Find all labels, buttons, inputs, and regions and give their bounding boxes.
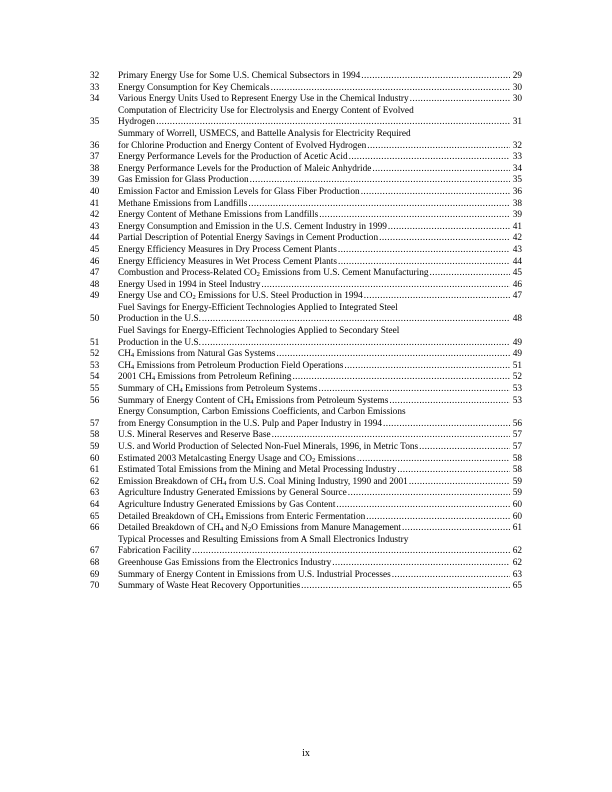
entry-line [118, 361, 522, 373]
entry-title: Estimated Total Emissions from the Mining and Metal Processing Industry [118, 465, 397, 476]
toc-entry [90, 199, 522, 211]
entry-title: Energy Used in 1994 in Steel Industry [118, 279, 261, 290]
toc-entry [90, 71, 522, 83]
table-number: 70 [90, 581, 100, 592]
page-ref: 47 [512, 291, 522, 302]
table-number: 49 [90, 291, 100, 302]
table-number: 60 [90, 453, 100, 464]
dot-leader [361, 71, 510, 83]
page-ref: 36 [512, 186, 522, 197]
table-number: 56 [90, 395, 100, 406]
entry-line [118, 71, 522, 83]
dot-leader [336, 500, 510, 512]
dot-leader [248, 199, 510, 211]
table-number: 46 [90, 256, 100, 267]
dot-leader [156, 117, 510, 129]
entry-body [118, 222, 522, 234]
table-number: 35 [90, 117, 100, 128]
page-ref: 39 [512, 210, 522, 221]
toc-entry [90, 94, 522, 106]
page-ref: 57 [512, 442, 522, 452]
entry-title: Production in the U.S. [118, 337, 201, 348]
page-ref: 60 [512, 499, 522, 510]
dot-leader [202, 314, 510, 326]
table-number: 59 [90, 442, 100, 452]
entry-line [118, 523, 522, 535]
entry-line [118, 430, 522, 442]
toc-entry [90, 326, 522, 349]
list-of-tables [90, 71, 522, 593]
table-number: 55 [90, 384, 100, 395]
dot-leader [409, 477, 510, 489]
entry-title: Energy Consumption, Carbon Emissions Coefficients, and Carbon Emissions [118, 407, 406, 418]
table-number: 36 [90, 140, 100, 151]
toc-entry [90, 175, 522, 187]
table-number: 69 [90, 569, 100, 580]
entry-title: Production in the U.S. [118, 314, 201, 325]
entry-body [118, 581, 522, 593]
page-ref: 51 [512, 360, 522, 371]
entry-line [118, 338, 522, 350]
toc-entry [90, 407, 522, 430]
dot-leader [272, 430, 510, 442]
toc-entry [90, 361, 522, 373]
page-ref: 29 [512, 71, 522, 81]
dot-leader [332, 558, 510, 570]
dot-leader [367, 141, 510, 153]
table-number: 33 [90, 82, 100, 93]
entry-body [118, 500, 522, 512]
toc-entry [90, 581, 522, 593]
page-ref: 45 [512, 268, 522, 279]
entry-line [118, 222, 522, 234]
entry-title: Estimated 2003 Metalcasting Energy Usage and $CO_2$ Emissions [118, 453, 356, 464]
entry-body [118, 372, 522, 384]
entry-body [118, 535, 522, 558]
page-ref: 41 [512, 221, 522, 232]
dot-leader [379, 233, 510, 245]
dot-leader [319, 384, 510, 396]
dot-leader [372, 164, 510, 176]
entry-body [118, 175, 522, 187]
entry-line [118, 465, 522, 477]
entry-title: Summary of Worrell, USMECS, and Battelle Analysis for Electricity Required [118, 128, 411, 139]
entry-body [118, 430, 522, 442]
entry-title: Energy Consumption and Emission in the U.S. Cement Industry in 1999 [118, 221, 387, 232]
entry-title: Agriculture Industry Generated Emissions by Gas Content [118, 499, 336, 510]
entry-title: Fuel Savings for Energy-Efficient Technologies Applied to Secondary Steel [118, 326, 400, 337]
entry-body [118, 152, 522, 164]
entry-body [118, 477, 522, 489]
entry-body [118, 210, 522, 222]
page-ref: 52 [512, 372, 522, 383]
dot-leader [250, 175, 510, 187]
page-ref: 49 [512, 349, 522, 360]
dot-leader [366, 512, 510, 524]
entry-body [118, 326, 522, 349]
entry-body [118, 106, 522, 129]
page-ref: 34 [512, 163, 522, 174]
dot-leader [344, 361, 510, 373]
table-number: 65 [90, 511, 100, 522]
entry-line [118, 581, 522, 593]
page-ref: 62 [512, 557, 522, 568]
entry-line [118, 152, 522, 164]
page-ref: 53 [512, 384, 522, 395]
table-number: 38 [90, 163, 100, 174]
dot-leader [388, 222, 510, 234]
entry-body [118, 384, 522, 396]
entry-line [118, 291, 522, 303]
table-number: 61 [90, 465, 100, 476]
toc-entry [90, 465, 522, 477]
toc-entry [90, 245, 522, 257]
entry-title: Primary Energy Use for Some U.S. Chemical Subsectors in 1994 [118, 71, 361, 81]
entry-line [118, 106, 522, 118]
table-number: 40 [90, 186, 100, 197]
entry-body [118, 407, 522, 430]
entry-line [118, 199, 522, 211]
entry-body [118, 71, 522, 83]
toc-entry [90, 187, 522, 199]
entry-title: Hydrogen [118, 117, 156, 128]
dot-leader [419, 442, 510, 454]
toc-entry [90, 454, 522, 466]
page-ref: 57 [512, 430, 522, 441]
table-number: 66 [90, 523, 100, 534]
entry-body [118, 233, 522, 245]
dot-leader [271, 83, 510, 95]
table-number: 48 [90, 279, 100, 290]
table-number: 44 [90, 233, 100, 244]
toc-entry [90, 129, 522, 152]
entry-title: Gas Emission for Glass Production [118, 175, 249, 186]
page-ref: 60 [512, 511, 522, 522]
toc-entry [90, 83, 522, 95]
page-ref: 33 [512, 152, 522, 163]
entry-body [118, 488, 522, 500]
page-ref: 53 [512, 395, 522, 406]
dot-leader [349, 152, 510, 164]
entry-title: Energy Efficiency Measures in Dry Process Cement Plants [118, 244, 337, 255]
entry-body [118, 523, 522, 535]
dot-leader [361, 187, 510, 199]
entry-title: Energy Consumption for Key Chemicals [118, 82, 270, 93]
dot-leader [192, 546, 510, 558]
toc-entry [90, 210, 522, 222]
entry-line [118, 210, 522, 222]
page-ref: 58 [512, 465, 522, 476]
table-number: 67 [90, 546, 100, 557]
entry-body [118, 268, 522, 280]
table-number: 43 [90, 221, 100, 232]
entry-title: Summary of Waste Heat Recovery Opportunities [118, 581, 301, 592]
dot-leader [276, 349, 510, 361]
toc-entry [90, 268, 522, 280]
page-ref: 42 [512, 233, 522, 244]
entry-title: for Chlorine Production and Energy Content of Evolved Hydrogen [118, 140, 367, 151]
entry-line [118, 349, 522, 361]
page-ref: 31 [512, 117, 522, 128]
entry-body [118, 257, 522, 269]
entry-title: Computation of Electricity Use for Electrolysis and Energy Content of Evolved [118, 105, 414, 116]
entry-body [118, 465, 522, 477]
entry-line [118, 175, 522, 187]
entry-line [118, 326, 522, 338]
table-number: 58 [90, 430, 100, 441]
page-ref: 59 [512, 476, 522, 487]
dot-leader [338, 257, 510, 269]
dot-leader [364, 291, 510, 303]
entry-title: from Energy Consumption in the U.S. Pulp and Paper Industry in 1994 [118, 418, 382, 429]
table-number: 41 [90, 198, 100, 209]
entry-body [118, 349, 522, 361]
page-ref: 46 [512, 279, 522, 290]
entry-line [118, 83, 522, 95]
table-number: 57 [90, 418, 100, 429]
toc-entry [90, 512, 522, 524]
dot-leader [292, 372, 510, 384]
toc-entry [90, 106, 522, 129]
dot-leader [430, 268, 510, 280]
toc-entry [90, 372, 522, 384]
entry-body [118, 199, 522, 211]
entry-line [118, 546, 522, 558]
entry-line [118, 558, 522, 570]
dot-leader [261, 280, 510, 292]
toc-entry [90, 257, 522, 269]
page-ref: 62 [512, 546, 522, 557]
entry-body [118, 454, 522, 466]
entry-line [118, 245, 522, 257]
entry-title: Detailed Breakdown of $CH_4$ and $N_2O$ Emissions from Manure Management [118, 523, 402, 534]
page-number: ix [302, 748, 310, 759]
table-number: 32 [90, 71, 100, 81]
table-number: 50 [90, 314, 100, 325]
entry-line [118, 407, 522, 419]
dot-leader [301, 581, 510, 593]
dot-leader [383, 419, 510, 431]
table-number: 53 [90, 360, 100, 371]
table-number: 54 [90, 372, 100, 383]
table-number: 52 [90, 349, 100, 360]
toc-entry [90, 349, 522, 361]
entry-title: U.S. and World Production of Selected Non-Fuel Minerals, 1996, in Metric Tons [118, 442, 419, 452]
entry-body [118, 361, 522, 373]
entry-title: Summary of Energy Content of $CH_4$ Emissions from Petroleum Systems [118, 395, 389, 406]
entry-title: Summary of Energy Content in Emissions from U.S. Industrial Processes [118, 569, 391, 580]
toc-entry [90, 291, 522, 303]
table-number: 45 [90, 244, 100, 255]
toc-entry [90, 488, 522, 500]
entry-line [118, 500, 522, 512]
entry-line [118, 372, 522, 384]
entry-title: $CH_4$ Emissions from Natural Gas Systems [118, 349, 276, 360]
entry-title: $CH_4$ Emissions from Petroleum Production Field Operations [118, 360, 344, 371]
entry-body [118, 558, 522, 570]
entry-title: 2001 $CH_4$ Emissions from Petroleum Refining [118, 372, 292, 383]
toc-entry [90, 500, 522, 512]
entry-title: Various Energy Units Used to Represent Energy Use in the Chemical Industry [118, 94, 409, 105]
entry-title: Energy Use and $CO_2$ Emissions for U.S. Steel Production in 1994 [118, 291, 363, 302]
entry-title: Typical Processes and Resulting Emissions from A Small Electronics Industry [118, 534, 409, 545]
entry-line [118, 314, 522, 326]
table-number: 39 [90, 175, 100, 186]
entry-body [118, 245, 522, 257]
table-number: 62 [90, 476, 100, 487]
toc-entry [90, 384, 522, 396]
page-ref: 63 [512, 569, 522, 580]
entry-title: Agriculture Industry Generated Emissions by General Source [118, 488, 347, 499]
table-number: 51 [90, 337, 100, 348]
entry-title: Summary of $CH_4$ Emissions from Petroleum Systems [118, 384, 318, 395]
entry-line [118, 129, 522, 141]
toc-entry [90, 152, 522, 164]
toc-entry [90, 396, 522, 408]
toc-entry [90, 523, 522, 535]
toc-entry [90, 280, 522, 292]
entry-line [118, 488, 522, 500]
entry-title: Detailed Breakdown of $CH_4$ Emissions from Enteric Fermentation [118, 511, 366, 522]
dot-leader [392, 570, 510, 582]
toc-entry [90, 164, 522, 176]
toc-entry [90, 535, 522, 558]
entry-body [118, 303, 522, 326]
dot-leader [402, 523, 510, 535]
page-ref: 61 [512, 523, 522, 534]
entry-body [118, 442, 522, 454]
entry-body [118, 512, 522, 524]
entry-line [118, 477, 522, 489]
dot-leader [338, 245, 510, 257]
entry-line [118, 233, 522, 245]
table-number: 68 [90, 557, 100, 568]
page-ref: 38 [512, 198, 522, 209]
page-ref: 59 [512, 488, 522, 499]
table-number: 37 [90, 152, 100, 163]
entry-line [118, 280, 522, 292]
toc-entry [90, 558, 522, 570]
entry-title: Energy Content of Methane Emissions from Landfills [118, 210, 319, 221]
dot-leader [410, 94, 510, 106]
entry-line [118, 164, 522, 176]
dot-leader [348, 488, 510, 500]
entry-line [118, 396, 522, 408]
entry-title: Methane Emissions from Landfills [118, 198, 248, 209]
page-ref: 30 [512, 94, 522, 105]
entry-title: Energy Performance Levels for the Production of Maleic Anhydride [118, 163, 372, 174]
page-ref: 30 [512, 82, 522, 93]
entry-line [118, 94, 522, 106]
page-ref: 48 [512, 314, 522, 325]
dot-leader [389, 396, 510, 408]
entry-title: Fabrication Facility [118, 546, 192, 557]
toc-entry [90, 442, 522, 454]
entry-body [118, 396, 522, 408]
page-ref: 49 [512, 337, 522, 348]
entry-title: Greenhouse Gas Emissions from the Electronics Industry [118, 557, 332, 568]
page-ref: 56 [512, 418, 522, 429]
toc-entry [90, 430, 522, 442]
entry-line [118, 442, 522, 454]
entry-line [118, 454, 522, 466]
table-number: 63 [90, 488, 100, 499]
entry-title: Energy Efficiency Measures in Wet Process Cement Plants [118, 256, 337, 267]
dot-leader [319, 210, 510, 222]
table-number: 64 [90, 499, 100, 510]
entry-body [118, 83, 522, 95]
entry-line [118, 268, 522, 280]
toc-entry [90, 570, 522, 582]
entry-line [118, 187, 522, 199]
entry-line [118, 535, 522, 547]
entry-line [118, 303, 522, 315]
dot-leader [357, 454, 510, 466]
entry-line [118, 257, 522, 269]
toc-entry [90, 303, 522, 326]
page-ref: 32 [512, 140, 522, 151]
entry-title: U.S. Mineral Reserves and Reserve Base [118, 430, 271, 441]
table-number: 47 [90, 268, 100, 279]
dot-leader [397, 465, 510, 477]
entry-line [118, 570, 522, 582]
toc-entry [90, 233, 522, 245]
table-number: 42 [90, 210, 100, 221]
page-ref: 44 [512, 256, 522, 267]
entry-line [118, 117, 522, 129]
entry-body [118, 129, 522, 152]
page-ref: 43 [512, 244, 522, 255]
entry-title: Fuel Savings for Energy-Efficient Technologies Applied to Integrated Steel [118, 302, 398, 313]
toc-entry [90, 222, 522, 234]
dot-leader [202, 338, 510, 350]
page-ref: 35 [512, 175, 522, 186]
entry-body [118, 280, 522, 292]
entry-line [118, 512, 522, 524]
page-ref: 58 [512, 453, 522, 464]
entry-body [118, 570, 522, 582]
toc-entry [90, 477, 522, 489]
page-ref: 65 [512, 581, 522, 592]
table-number: 34 [90, 94, 100, 105]
entry-body [118, 164, 522, 176]
entry-title: Emission Breakdown of $CH_4$ from U.S. Coal Mining Industry, 1990 and 2001 [118, 476, 408, 487]
entry-line [118, 384, 522, 396]
entry-body [118, 291, 522, 303]
entry-line [118, 419, 522, 431]
entry-body [118, 187, 522, 199]
entry-title: Emission Factor and Emission Levels for Glass Fiber Production [118, 186, 360, 197]
entry-title: Partial Description of Potential Energy Savings in Cement Production [118, 233, 379, 244]
entry-line [118, 141, 522, 153]
entry-title: Combustion and Process-Related $CO_2$ Emissions from U.S. Cement Manufacturing [118, 268, 429, 279]
entry-body [118, 94, 522, 106]
entry-title: Energy Performance Levels for the Production of Acetic Acid [118, 152, 348, 163]
